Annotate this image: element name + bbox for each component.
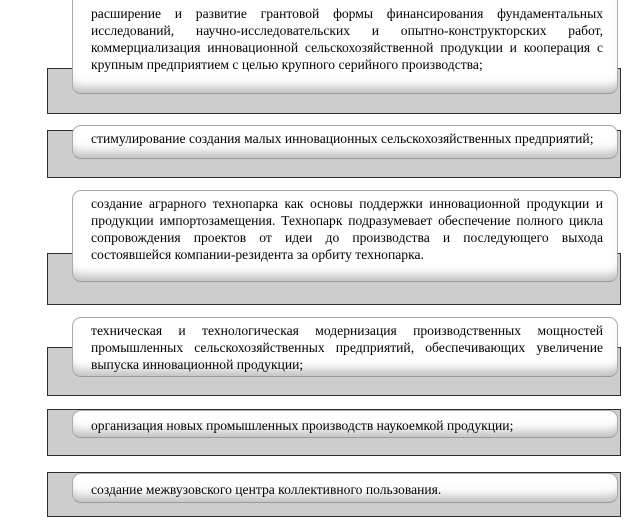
item-text: техническая и технологическая модернизация производственных мощностей промышленных сельскохозяйственных предприятий, обеспечивающих увеличение выпуска инновационной продукции;	[91, 323, 603, 372]
item-text: организация новых промышленных производств наукоемкой продукции;	[91, 418, 514, 433]
item-text: создание аграрного технопарка как основы поддержки инновационной продукции и продукции импортозамещения. Технопарк подразумевает обеспечение полного цикла сопровождения проектов от идеи до производства и последующего выхода состоявшейся компании-резидента за орбиту технопарка.	[91, 196, 603, 262]
list-item-card	[72, 473, 618, 503]
item-text: стимулирование создания малых инновационных сельскохозяйственных предприятий;	[91, 131, 594, 146]
item-text: расширение и развитие грантовой формы финансирования фундаментальных исследований, научно-исследовательских и опытно-конструкторских работ, коммерциализация инновационной сельскохозяйственной продукции и кооперация с крупным предприятием с целью крупного серийного производства;	[91, 6, 603, 72]
list-item-card	[72, 0, 618, 94]
item-text: создание межвузовского центра коллективного пользования.	[91, 482, 442, 497]
list-item-card	[72, 317, 618, 377]
list-item-card	[72, 125, 618, 159]
list-item-card	[72, 190, 618, 282]
list-item-card	[72, 410, 618, 438]
